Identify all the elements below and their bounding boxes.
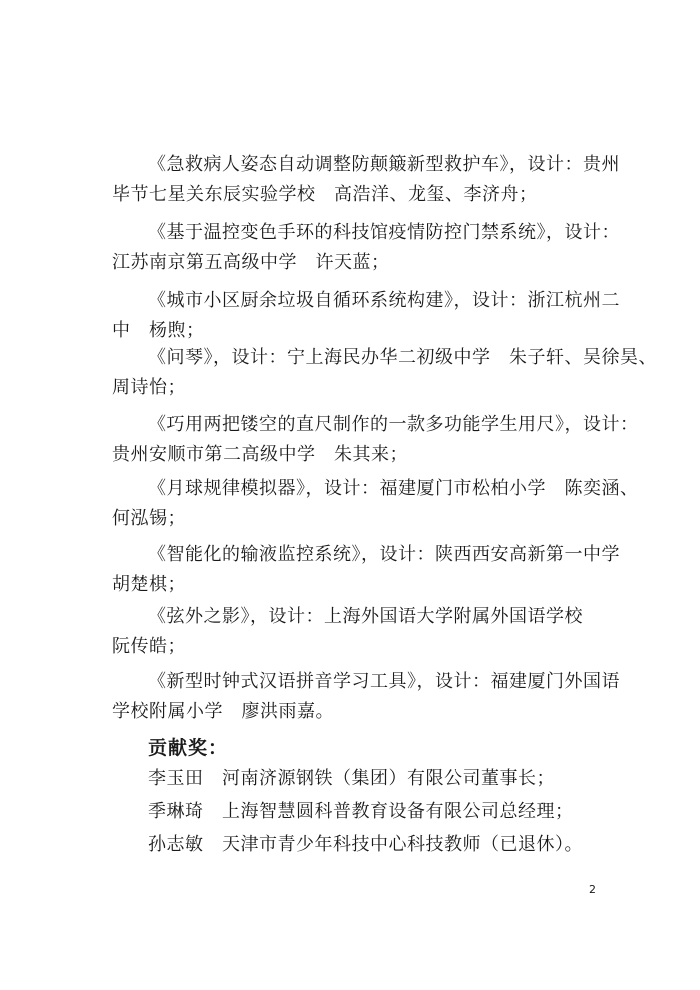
award-entry — [112, 540, 620, 600]
entry-line-2: 贵州安顺市第二高级中学 朱其来； — [112, 444, 408, 465]
contributor-line: 季琳琦 上海智慧圆科普教育设备有限公司总经理； — [148, 801, 574, 822]
entry-line-1: 《城市小区厨余垃圾自循环系统构建》，设计：浙江杭州二 — [148, 290, 620, 311]
page-number: 2 — [589, 883, 596, 896]
entry-line-1: 《月球规律模拟器》，设计：福建厦门市松柏小学 陈奕涵、 — [148, 478, 639, 499]
award-entry — [112, 410, 639, 470]
entry-line-1: 《急救病人姿态自动调整防颠簸新型救护车》，设计：贵州 — [148, 154, 620, 175]
contributor-line: 孙志敏 天津市青少年科技中心科技教师（已退休）。 — [148, 834, 583, 855]
award-entry — [112, 218, 620, 278]
award-entry — [112, 602, 612, 662]
entry-line-2: 周诗怡； — [112, 377, 186, 398]
entry-line-1: 《弦外之影》，设计：上海外国语大学附属外国语学校 — [148, 606, 583, 627]
entry-line-2: 何泓锡； — [112, 508, 186, 529]
award-entry — [112, 343, 657, 403]
contributor-line: 李玉田 河南济源钢铁（集团）有限公司董事长； — [148, 768, 555, 789]
entry-line-2: 江苏南京第五高级中学 许天蓝； — [112, 252, 390, 273]
entry-line-1: 《智能化的输液监控系统》，设计：陕西西安高新第一中学 — [148, 544, 620, 565]
entry-line-1: 《新型时钟式汉语拼音学习工具》，设计：福建厦门外国语 — [148, 671, 620, 692]
entry-line-2: 中 杨煦； — [112, 320, 205, 341]
award-entry — [112, 150, 620, 210]
award-entry — [112, 474, 639, 534]
entry-line-2: 阮传皓； — [112, 636, 186, 657]
entry-line-1: 《问琴》，设计：宁上海民办华二初级中学 朱子轩、吴徐昊、 — [148, 347, 657, 368]
entry-line-2: 胡楚棋； — [112, 574, 186, 595]
entry-line-2: 毕节七星关东辰实验学校 高浩洋、龙玺、李济舟； — [112, 184, 538, 205]
contribution-award-heading: 贡献奖： — [148, 737, 229, 759]
entry-line-1: 《基于温控变色手环的科技馆疫情防控门禁系统》，设计： — [148, 222, 620, 243]
award-entry — [112, 667, 620, 727]
award-entry — [112, 286, 620, 346]
entry-line-2: 学校附属小学 廖洪雨嘉。 — [112, 701, 334, 722]
entry-line-1: 《巧用两把镂空的直尺制作的一款多功能学生用尺》，设计： — [148, 414, 639, 435]
